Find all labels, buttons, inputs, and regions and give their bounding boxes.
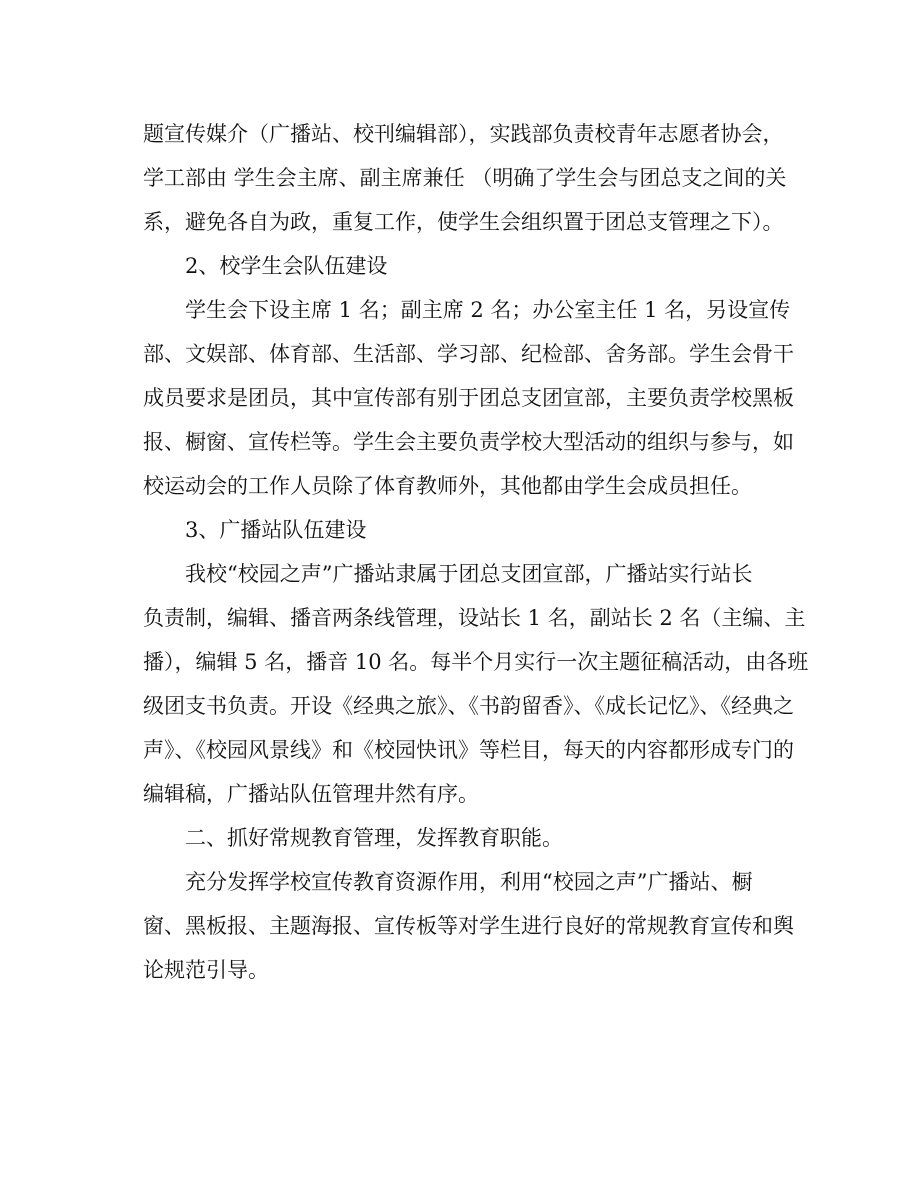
paragraph-routine-education: [143, 860, 794, 992]
heading-line: 3、广播站队伍建设: [185, 518, 367, 542]
section-heading-student-union: [143, 244, 783, 288]
text-line: 部、文娱部、体育部、生活部、学习部、纪检部、舍务部。学生会骨干: [143, 342, 794, 366]
text-line: 窗、黑板报、主题海报、宣传板等对学生进行良好的常规教育宣传和舆: [143, 914, 794, 938]
section-heading-broadcast: [143, 508, 783, 552]
text-line: 论规范引导。: [143, 958, 269, 982]
text-line: 题宣传媒介（广播站、校刊编辑部），实践部负责校青年志愿者协会，: [143, 122, 784, 146]
text-line: 编辑稿，广播站队伍管理井然有序。: [143, 782, 479, 806]
text-line: 学生会下设主席 1 名；副主席 2 名；办公室主任 1 名，另设宣传: [185, 298, 791, 322]
heading-line: 2、校学生会队伍建设: [185, 254, 388, 278]
text-line: 报、橱窗、宣传栏等。学生会主要负责学校大型活动的组织与参与，如: [143, 430, 794, 454]
paragraph-student-union: [143, 288, 794, 508]
text-line: 系，避免各自为政，重复工作，使学生会组织置于团总支管理之下）。: [143, 210, 784, 234]
heading-line: 二、抓好常规教育管理，发挥教育职能。: [185, 826, 563, 850]
text-line: 学工部由 学生会主席、副主席兼任 （明确了学生会与团总支之间的关: [143, 166, 787, 190]
text-line: 成员要求是团员，其中宣传部有别于团总支团宣部，主要负责学校黑板: [143, 386, 794, 410]
text-line: 级团支书负责。开设《经典之旅》、《书韵留香》、《成长记忆》、《经典之: [143, 694, 794, 718]
paragraph-continued: [143, 112, 787, 244]
text-line: 充分发挥学校宣传教育资源作用，利用“校园之声”广播站、橱: [185, 870, 753, 894]
text-line: 声》、《校园风景线》和《校园快讯》等栏目，每天的内容都形成专门的: [143, 738, 794, 762]
document-body: [143, 112, 809, 992]
text-line: 负责制，编辑、播音两条线管理，设站长 1 名，副站长 2 名（主编、主: [143, 606, 806, 630]
paragraph-broadcast: [143, 552, 809, 816]
text-line: 播），编辑 5 名，播音 10 名。每半个月实行一次主题征稿活动，由各班: [143, 650, 809, 674]
text-line: 我校“校园之声”广播站隶属于团总支团宣部，广播站实行站长: [185, 562, 753, 586]
section-heading-routine-education: [143, 816, 783, 860]
text-line: 校运动会的工作人员除了体育教师外，其他都由学生会成员担任。: [143, 474, 752, 498]
